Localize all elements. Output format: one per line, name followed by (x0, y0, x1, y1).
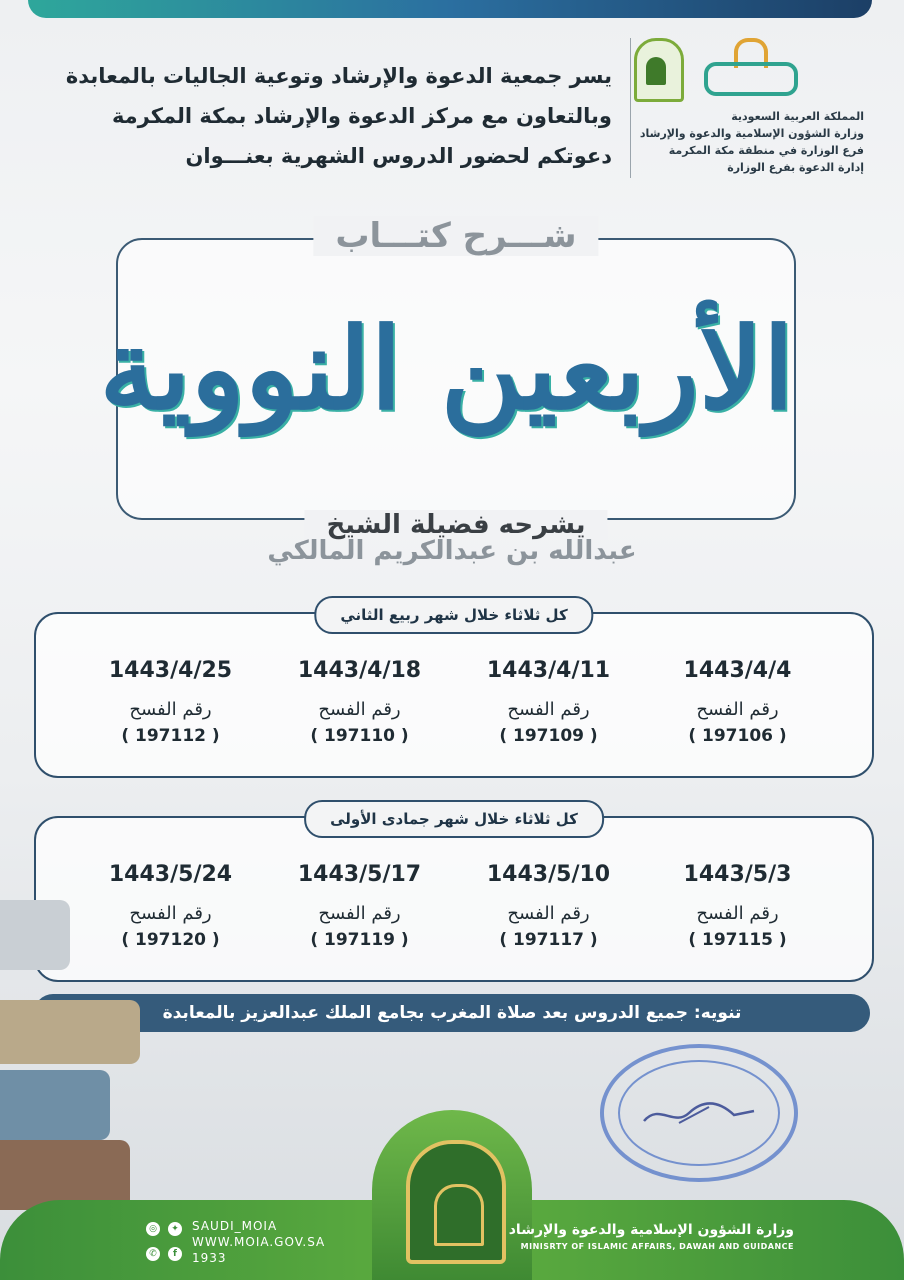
intro-line-2: وبالتعاون مع مركز الدعوة والإرشاد بمكة المكرمة (111, 104, 612, 128)
twitter-icon[interactable]: ✦ (168, 1222, 182, 1236)
session-date: 1443/4/25 (108, 658, 233, 683)
permit-number: ( 197120 ) (121, 930, 220, 950)
permit-number: ( 197117 ) (499, 930, 598, 950)
main-title-calligraphy: الأربعين النووية (99, 304, 794, 435)
permit-number: ( 197115 ) (688, 930, 787, 950)
book-decoration (0, 1070, 110, 1140)
book-decoration (0, 1000, 140, 1064)
moia-logo-word (704, 62, 798, 96)
session-item (275, 862, 445, 950)
session-item (86, 658, 256, 746)
website-link[interactable]: WWW.MOIA.GOV.SA (192, 1235, 326, 1249)
signature-icon (639, 1093, 759, 1133)
title-frame (99, 216, 796, 540)
logos-row (634, 38, 864, 102)
permit-number: ( 197109 ) (499, 726, 598, 746)
session-date: 1443/5/3 (683, 862, 792, 887)
book-decoration (0, 900, 70, 970)
phone-number[interactable]: 1933 (192, 1251, 227, 1265)
permit-label: رقم الفسح (129, 903, 212, 924)
ministry-logo-block (634, 38, 864, 176)
schedule-box-rabi-ii (34, 606, 874, 778)
moia-logo (702, 38, 792, 96)
social-icons (146, 1222, 184, 1266)
sheikh-name: عبدالله بن عبدالكريم المالكي (267, 536, 637, 566)
ministry-name-en: MINISRTY OF ISLAMIC AFFAIRS, DAWAH AND GUIDANCE (520, 1242, 794, 1251)
schedule-box-jumada-i (34, 810, 874, 982)
permit-number: ( 197119 ) (310, 930, 409, 950)
footer-ministry (509, 1222, 794, 1251)
session-item (464, 658, 634, 746)
session-date: 1443/5/24 (108, 862, 233, 887)
phone-icon[interactable]: ✆ (146, 1247, 160, 1261)
footer-contacts (146, 1218, 325, 1266)
permit-number: ( 197110 ) (310, 726, 409, 746)
sheikh-label: يشرحه فضيلة الشيخ (304, 510, 607, 540)
permit-label: رقم الفسح (318, 903, 401, 924)
permit-label: رقم الفسح (129, 699, 212, 720)
ministry-name-ar: وزارة الشؤون الإسلامية والدعوة والإرشاد (508, 1222, 794, 1238)
mosque-shield-icon (406, 1140, 506, 1264)
stamp-inner-ring (618, 1060, 780, 1166)
top-accent-bar (28, 0, 872, 18)
permit-label: رقم الفسح (696, 903, 779, 924)
intro-line-1: يسر جمعية الدعوة والإرشاد وتوعية الجاليات بالمعابدة (65, 64, 612, 88)
notice-banner: تنويه: جميع الدروس بعد صلاة المغرب بجامع الملك عبدالعزيز بالمعابدة (34, 994, 870, 1032)
org-line-1: المملكة العربية السعودية (731, 110, 864, 123)
session-date: 1443/5/17 (297, 862, 422, 887)
session-item (653, 658, 823, 746)
permit-label: رقم الفسح (507, 699, 590, 720)
book-label: شـــرح كتـــاب (313, 216, 598, 256)
social-handle[interactable]: SAUDI_MOIA (192, 1219, 278, 1233)
sessions-row (36, 658, 872, 746)
session-date: 1443/5/10 (486, 862, 611, 887)
session-item (653, 862, 823, 950)
session-date: 1443/4/11 (486, 658, 611, 683)
session-item (464, 862, 634, 950)
org-line-2: وزارة الشؤون الإسلامية والدعوة والإرشاد (639, 127, 864, 140)
permit-label: رقم الفسح (696, 699, 779, 720)
session-date: 1443/4/4 (683, 658, 792, 683)
sessions-row (36, 862, 872, 950)
invitation-text (40, 56, 612, 176)
ministry-emblem-icon (634, 38, 684, 102)
contact-links (192, 1218, 325, 1266)
official-stamp (600, 1044, 798, 1182)
header-divider (630, 38, 631, 178)
permit-number: ( 197112 ) (121, 726, 220, 746)
facebook-icon[interactable]: f (168, 1247, 182, 1261)
instagram-icon[interactable]: ◎ (146, 1222, 160, 1236)
session-item (86, 862, 256, 950)
footer-emblem (372, 1110, 532, 1280)
session-date: 1443/4/18 (297, 658, 422, 683)
permit-label: رقم الفسح (507, 903, 590, 924)
permit-number: ( 197106 ) (688, 726, 787, 746)
month-pill: كل ثلاثاء خلال شهر جمادى الأولى (304, 800, 604, 838)
intro-line-3: دعوتكم لحضور الدروس الشهرية بعنـــوان (185, 144, 612, 168)
permit-label: رقم الفسح (318, 699, 401, 720)
session-item (275, 658, 445, 746)
month-pill: كل ثلاثاء خلال شهر ربيع الثاني (314, 596, 593, 634)
org-line-3: فرع الوزارة في منطقة مكة المكرمة (668, 144, 864, 157)
org-line-4: إدارة الدعوة بفرع الوزارة (727, 161, 864, 174)
